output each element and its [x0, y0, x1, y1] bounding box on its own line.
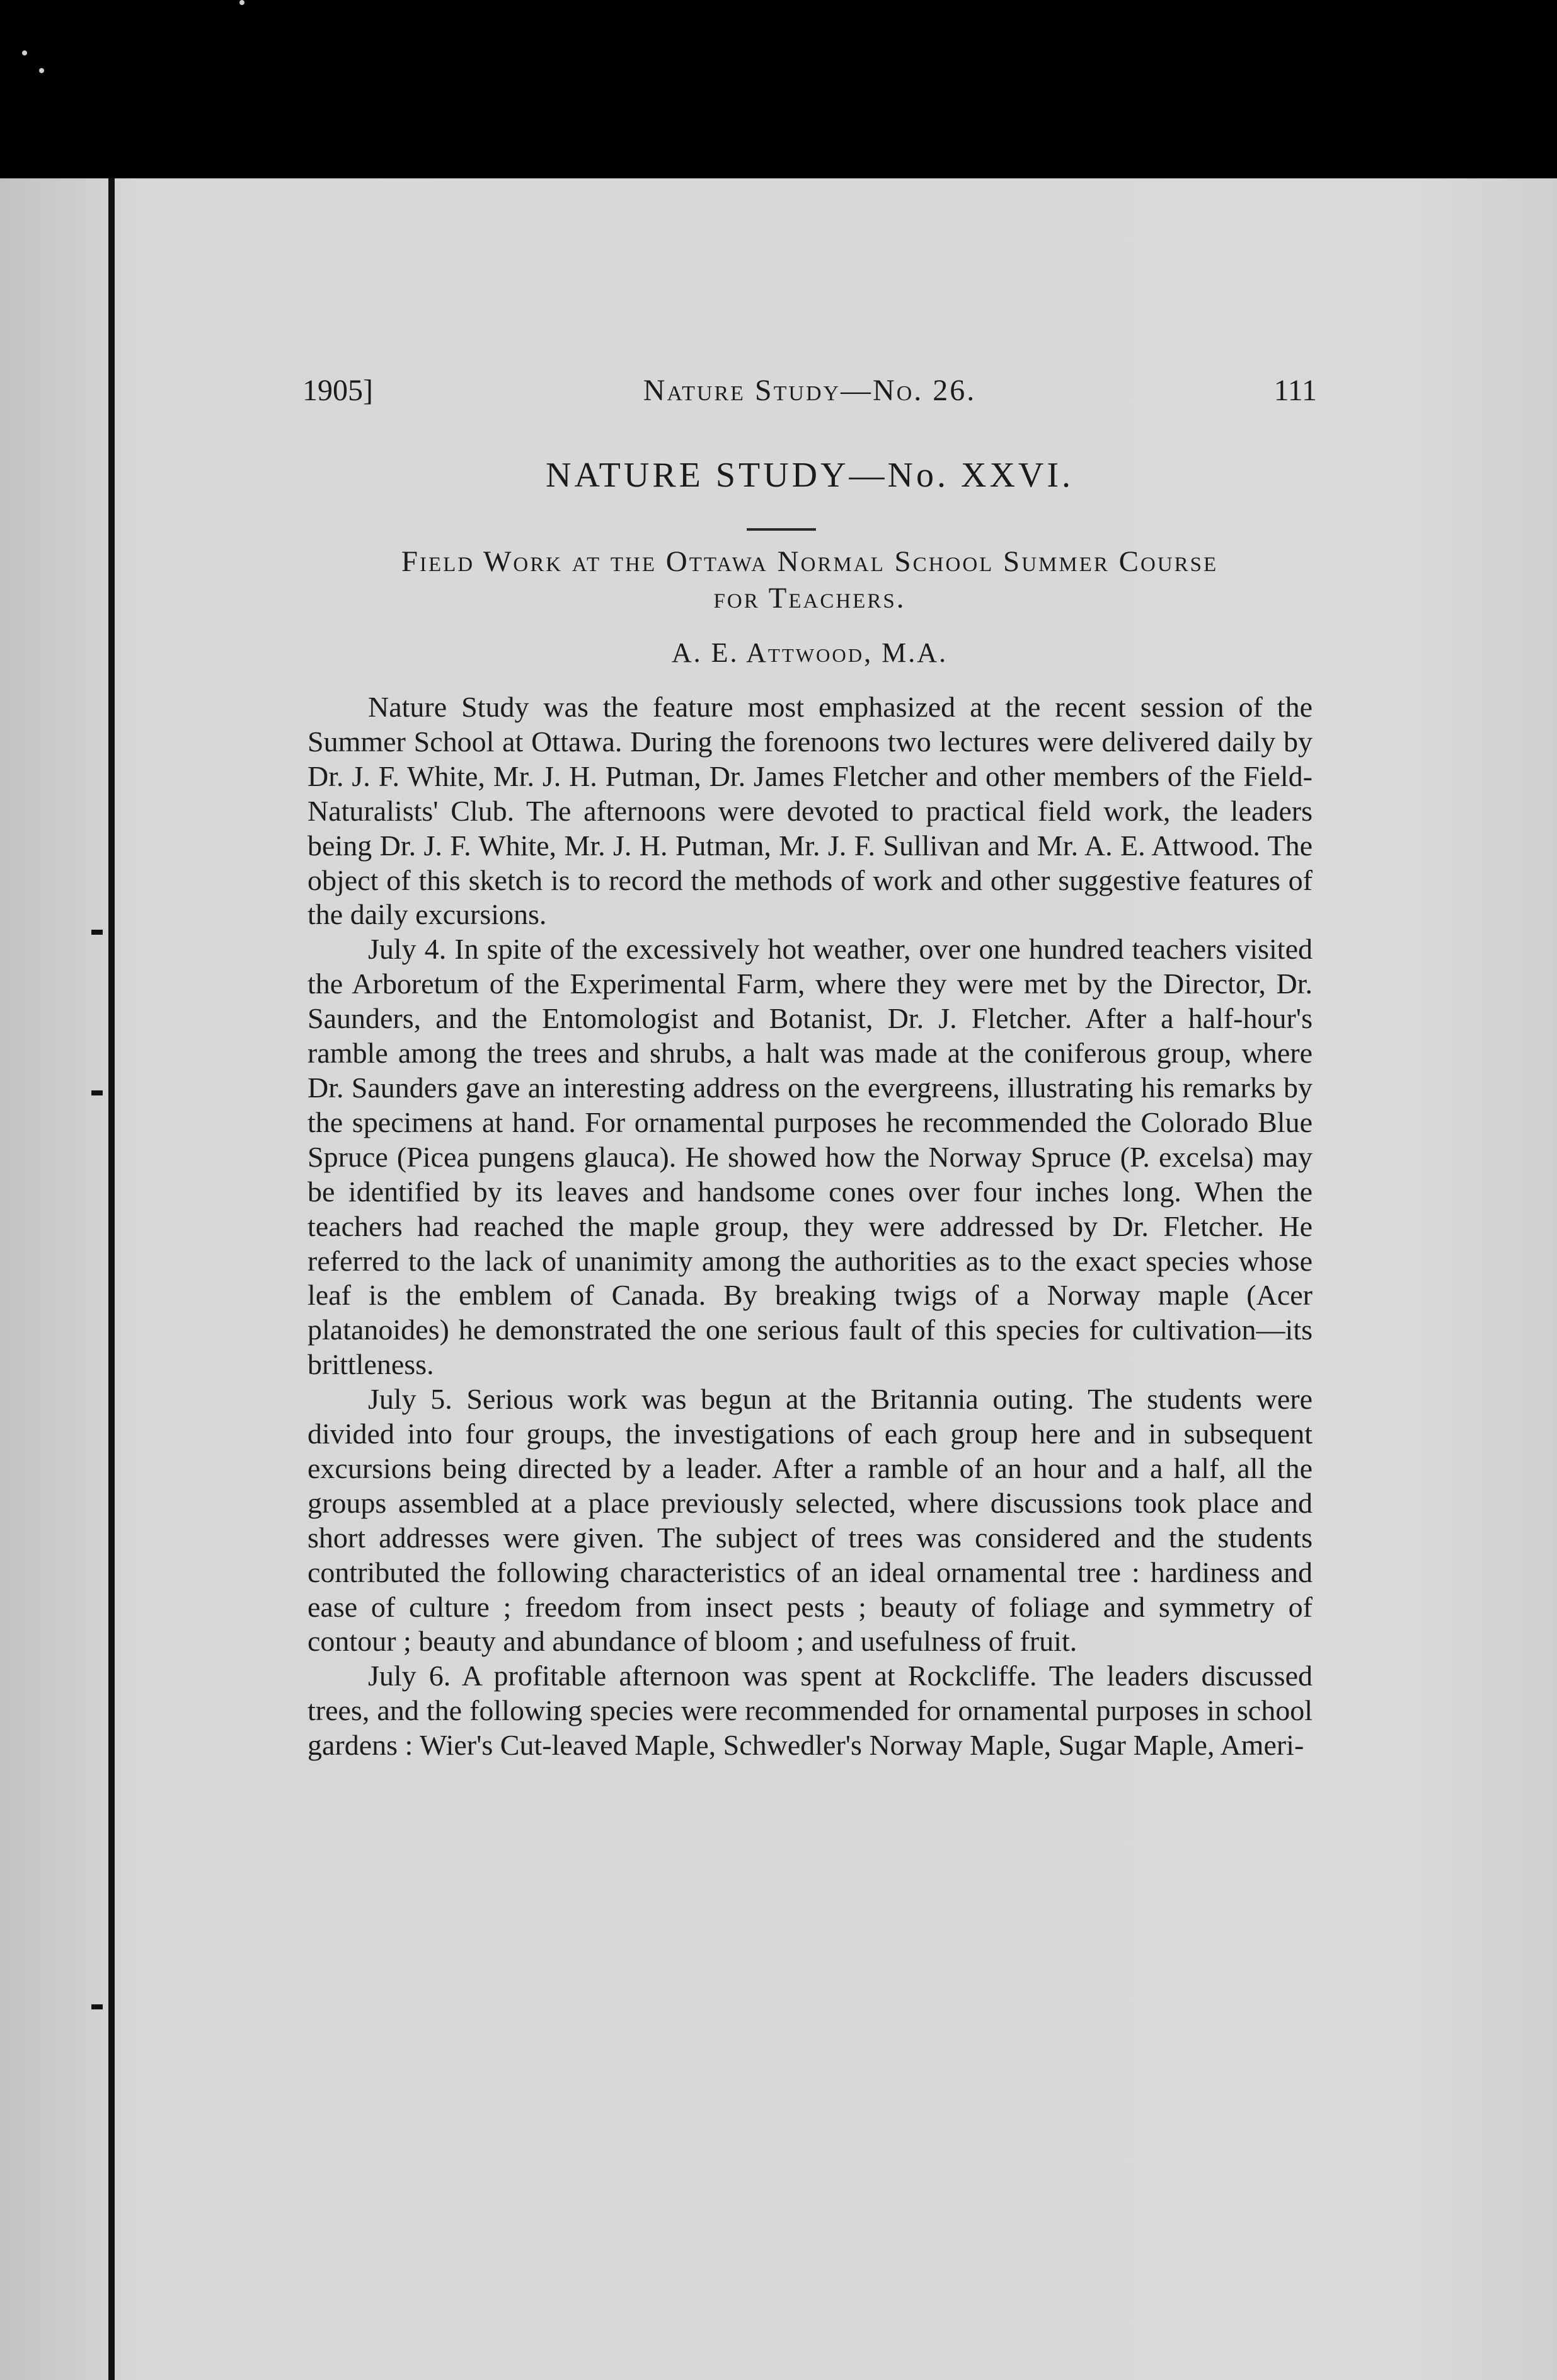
header-year: 1905]: [302, 374, 373, 407]
margin-mark: [91, 2004, 103, 2009]
subtitle-line: for Teachers.: [713, 582, 906, 615]
subtitle-line: Field Work at the Ottawa Normal School Summer Course: [401, 545, 1219, 578]
scan-speck: [39, 68, 44, 73]
article-title: NATURE STUDY—No. XXVI.: [546, 456, 1074, 495]
article-author: A. E. Attwood, M.A.: [671, 637, 948, 668]
article-body: [307, 690, 1313, 1763]
paragraph: July 5. Serious work was begun at the Britannia outing. The students were divided into four groups, the investigations of each group here and in subsequent excursions being directed by a leader. After a ramble of an hour and a half, all the groups assembled at a place previously selected, where discussions took place and short addresses were given. The subject of trees was considered and the students contributed the following characteristics of an ideal ornamental tree : hardiness and ease of culture ; freedom from insect pests ; beauty of foliage and symmetry of contour ; beauty and abundance of bloom ; and usefulness of fruit.: [307, 1383, 1313, 1658]
header-running-title: Nature Study—No. 26.: [643, 374, 977, 407]
page-number: 111: [1273, 374, 1317, 407]
article-subtitle: [296, 543, 1323, 616]
page-left-edge-shadow: [108, 178, 115, 2380]
paragraph: Nature Study was the feature most emphasized at the recent session of the Summer School at Ottawa. During the forenoons two lectures were delivered daily by Dr. J. F. White, Mr. J. H. Putman, Dr. James Fletcher and other members of the Field-Naturalists' Club. The afternoons were devoted to practical field work, the leaders being Dr. J. F. White, Mr. J. H. Putman, Mr. J. F. Sullivan and Mr. A. E. Attwood. The object of this sketch is to record the methods of work and other suggestive features of the daily excursions.: [307, 691, 1313, 931]
title-rule: [747, 528, 816, 531]
running-header: [302, 373, 1317, 424]
paragraph: July 6. A profitable afternoon was spent at Rockcliffe. The leaders discussed trees, and the following species were recommended for ornamental purposes in school gardens : Wier's Cut-leaved Maple, Schwedler's Norway Maple, Sugar Maple, Ameri-: [307, 1660, 1313, 1762]
margin-mark: [91, 1090, 103, 1095]
scan-speck: [239, 0, 244, 5]
margin-mark: [91, 930, 103, 935]
scan-speck: [22, 50, 27, 55]
paragraph: July 4. In spite of the excessively hot weather, over one hundred teachers visited the Arboretum of the Experimental Farm, where they were met by the Director, Dr. Saunders, and the Entomologist and Botanist, Dr. J. Fletcher. After a half-hour's ramble among the trees and shrubs, a halt was made at the coniferous group, where Dr. Saunders gave an interesting address on the evergreens, illustrating his remarks by the specimens at hand. For ornamental purposes he recommended the Colorado Blue Spruce (Picea pungens glauca). He showed how the Norway Spruce (P. excelsa) may be identified by its leaves and handsome cones over four inches long. When the teachers had reached the maple group, they were addressed by Dr. Fletcher. He referred to the lack of unanimity among the authorities as to the exact species whose leaf is the emblem of Canada. By breaking twigs of a Norway maple (Acer platanoides) he demonstrated the one serious fault of this species for cultivation—its brittleness.: [307, 933, 1313, 1381]
